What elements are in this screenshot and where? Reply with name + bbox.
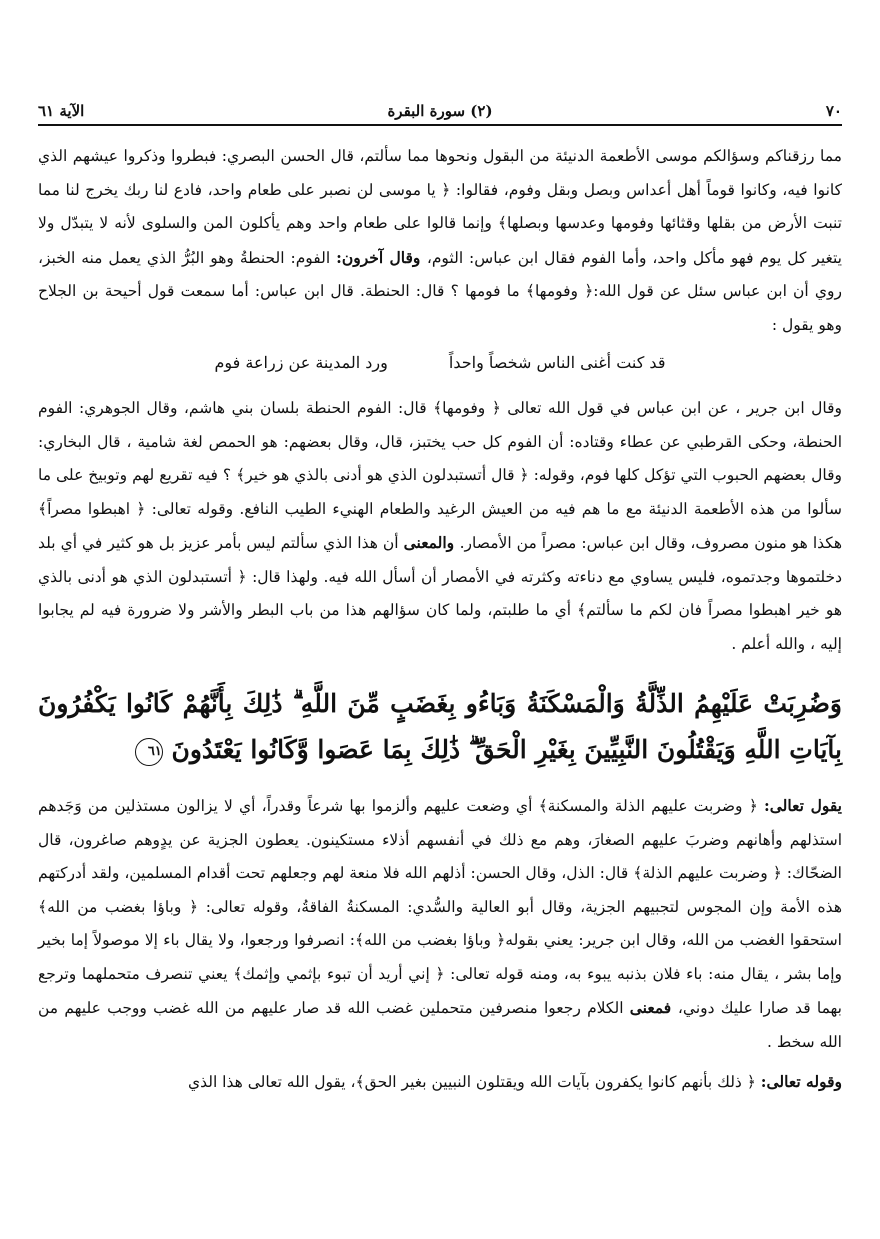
page-number: ٧٠ bbox=[825, 102, 842, 120]
page-header bbox=[38, 98, 842, 126]
ayah-reference: الآية ٦١ bbox=[38, 102, 85, 120]
verse-second-hemistich: ورد المدينة عن زراعة فوم bbox=[214, 353, 388, 372]
quran-verse-text: وَضُرِبَتْ عَلَيْهِمُ الذِّلَّةُ وَالْمَسْكَنَةُ وَبَاءُو بِغَضَبٍ مِّنَ اللَّهِ ۗ ذَٰلِكَ بِأَنَّهُمْ كَانُوا يَكْفُرُونَ بِآيَاتِ اللَّهِ وَيَقْتُلُونَ النَّبِيِّينَ بِغَيْرِ الْحَقِّ ۗ ذَٰلِكَ بِمَا عَصَوا وَّكَانُوا يَعْتَدُونَ bbox=[38, 689, 842, 764]
poetry-verse bbox=[38, 348, 842, 378]
tafsir-paragraph-2: وقوله تعالى: ﴿ ذلك بأنهم كانوا يكفرون بآيات الله ويقتلون النبيين بغير الحق﴾، يقول الله تعالى هذا الذي bbox=[187, 1072, 842, 1091]
ayah-number-marker: ٦١ bbox=[135, 738, 163, 766]
intro-paragraph-1: مما رزقناكم وسؤالكم موسى الأطعمة الدنيئة من البقول ونحوها مما سألتم، قال الحسن البصري: فبطروا وذكروا عيشهم الذي كانوا فيه، وكانوا قوماً أهل أعداس وبصل وبقل وفوم، فقالوا: ﴿ يا موسى لن نصبر على طعام واحد، فادع لنا ربك يخرج لنا مما تنبت الأرض من بقلها وقثائها وفومها وعدسها وبصلها﴾ وإنما قالوا على طعام واحد وهم يأكلون المن والسلوى لأنه لا يتبدّل ولا يتغير كل يوم فهو مأكل واحد، وأما الفوم فقال ابن عباس: الثوم، وقال آخرون: الفوم: الحنطةُ وهو البُرُّ الذي يعمل منه الخبز، روي أن ابن عباس سئل عن قول الله:﴿ وفومها﴾ ما فومها ؟ قال: الحنطة. قال ابن عباس: أما سمعت قول أحيحة بن الجلاح وهو يقول : bbox=[38, 147, 842, 334]
intro-paragraph-2: وقال ابن جرير ، عن ابن عباس في قول الله تعالى ﴿ وفومها﴾ قال: الفوم الحنطة بلسان بني هاشم، وقال الجوهري: الفوم الحنطة، وحكى القرطبي عن عطاء وقتاده: أن الفوم كل حب يختبز، قال، وقال بعضهم: هو الحمص لغة شامية ، قال البخاري: وقال بعضهم الحبوب التي تؤكل كلها فوم، وقوله: ﴿ قال أتستبدلون الذي هو أدنى بالذي هو خير﴾ ؟ فيه تقريع لهم وتوبيخ على ما سألوا من هذه الأطعمة الدنيئة مع ما هم فيه من العيش الرغيد والطعام الهنيء الطيب النافع. وقوله تعالى: ﴿ اهبطوا مصراً﴾ هكذا هو منون مصروف، وقال ابن عباس: مصراً من الأمصار. والمعنى أن هذا الذي سألتم ليس بأمر عزيز بل هو كثير في أي بلد دخلتموها وجدتموه، فليس يساوي مع دناءته وكثرته في الأمصار أن أسأل الله فيه. ولهذا قال: ﴿ أتستبدلون الذي هو أدنى بالذي هو خير اهبطوا مصراً فان لكم ما سألتم﴾ أي ما طلبتم، ولما كان سؤالهم هذا من باب البطر والأشر ولا ضرورة فيه لم يجابوا إليه ، والله أعلم . bbox=[38, 399, 843, 653]
verse-first-hemistich: قد كنت أغنى الناس شخصاً واحداً bbox=[448, 353, 666, 372]
page-body bbox=[38, 140, 842, 1106]
tafsir-paragraph-1: يقول تعالى: ﴿ وضربت عليهم الذلة والمسكنة﴾ أي وضعت عليهم وألزموا بها شرعاً وقدراً، أي لا يزالون مستذلين من وَجَدهم استذلهم وأهانهم وضربَ عليهم الصغارَ، وهم مع ذلك في أنفسهم أذلاء مستكينون. يعطون الجزية عن يدٍوهم صاغرون، قال الضحّاك: ﴿ وضربت عليهم الذلة﴾ قال: الذل، وقال الحسن: أذلهم الله فلا منعة لهم وجعلهم تحت أقدام المسلمين، ولقد أدركتهم هذه الأمة وإن المجوس لتجبيهم الجزية، وقال أبو العالية والسُّدي: المسكنةُ الفاقةُ، وقوله تعالى: ﴿ وباؤا بغضب من الله﴾ استحقوا الغضب من الله، وقال ابن جرير: يعني بقوله﴿ وباؤا بغضب من الله﴾: انصرفوا ورجعوا، ولا يقال باء إلا موصولاً إما بخير وإما بشر ، يقال منه: باء فلان بذنبه يبوء به، ومنه قوله تعالى: ﴿ إني أريد أن تبوء بإثمي وإثمك﴾ يعني تنصرف متحملهما وترجع بهما قد صارا عليك دوني، فمعنى الكلام رجعوا منصرفين متحملين غضب الله قد صار عليهم من الله غضب ووجب عليهم من الله سخط . bbox=[38, 796, 842, 1051]
quran-verse bbox=[38, 681, 842, 773]
surah-title: (٢) سورة البقرة bbox=[387, 102, 493, 120]
